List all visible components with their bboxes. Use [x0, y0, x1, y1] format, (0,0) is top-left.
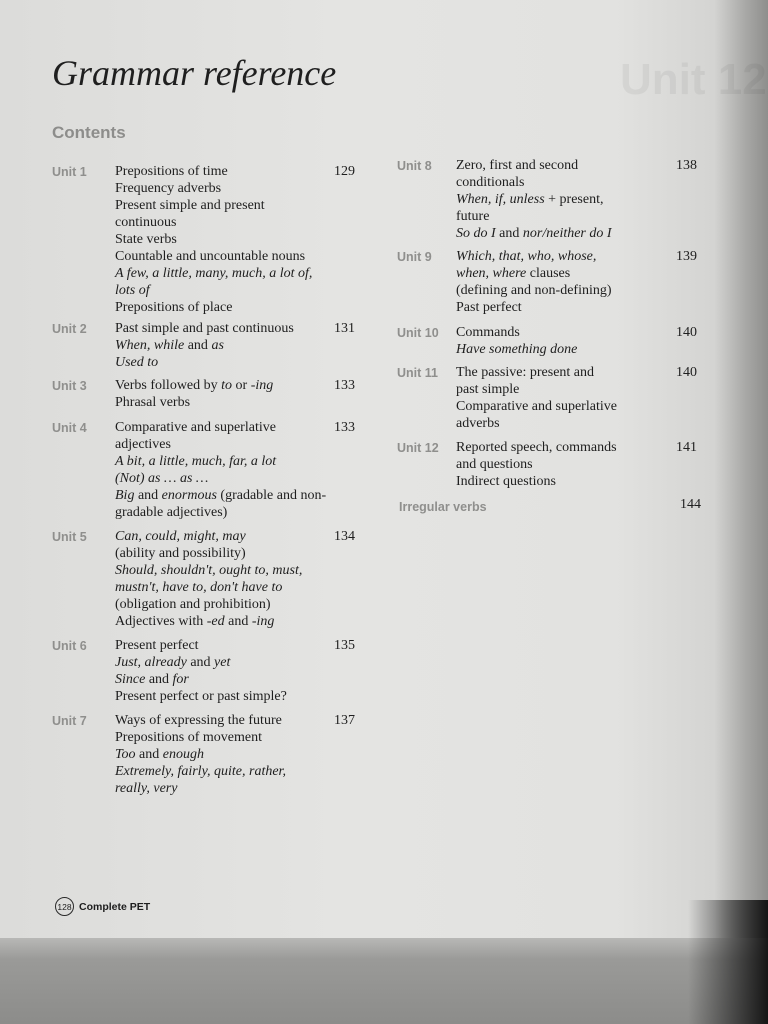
page-number-badge: 128: [55, 897, 74, 916]
topic-line: lots of: [115, 283, 150, 298]
unit-topics: [115, 163, 312, 316]
unit-label: Unit 12: [397, 441, 439, 455]
unit-topics: [456, 324, 577, 358]
topic-line: Comparative and superlative: [115, 420, 276, 435]
unit-label: Unit 3: [52, 379, 87, 393]
unit-topics: [456, 364, 617, 432]
unit-topics: [115, 320, 294, 371]
topic-line: adverbs: [456, 416, 500, 431]
topic-line: Which, that, who, whose,: [456, 249, 597, 264]
topic-line: Past simple and past continuous: [115, 321, 294, 336]
topic-line: (defining and non-defining): [456, 283, 612, 298]
topic-line: Past perfect: [456, 300, 522, 315]
unit-topics: [115, 637, 287, 705]
unit-topics: [115, 419, 326, 521]
topic-line: Verbs followed by to or -ing: [115, 378, 274, 393]
contents-heading: Contents: [52, 123, 126, 142]
topic-line: Extremely, fairly, quite, rather,: [115, 764, 286, 779]
bleed-through-text: Unit 12: [620, 55, 767, 104]
topic-line: Too and enough: [115, 747, 204, 762]
irregular-verbs-label: Irregular verbs: [399, 500, 487, 514]
topic-line: A few, a little, many, much, a lot of,: [115, 266, 313, 281]
topic-line: Present simple and present: [115, 198, 265, 213]
unit-label: Unit 6: [52, 639, 87, 653]
unit-label: Unit 10: [397, 326, 439, 340]
topic-line: A bit, a little, much, far, a lot: [115, 454, 277, 469]
topic-line: When, if, unless + present,: [456, 192, 604, 207]
topic-line: Ways of expressing the future: [115, 713, 282, 728]
topic-line: (obligation and prohibition): [115, 597, 271, 612]
unit-topics: [456, 248, 612, 316]
unit-topics: [456, 439, 617, 490]
page-reference: 129: [334, 164, 355, 179]
unit-label: Unit 1: [52, 165, 87, 179]
topic-line: Used to: [115, 355, 159, 370]
topic-line: past simple: [456, 382, 520, 397]
page-reference: 133: [334, 420, 355, 435]
page-reference: 135: [334, 638, 355, 653]
topic-line: really, very: [115, 781, 178, 796]
unit-label: Unit 9: [397, 250, 432, 264]
topic-line: Present perfect: [115, 638, 199, 653]
unit-topics: [115, 377, 273, 411]
page-reference: 134: [334, 529, 355, 544]
topic-line: adjectives: [115, 437, 171, 452]
topic-line: future: [456, 209, 490, 224]
unit-label: Unit 11: [397, 366, 438, 380]
topic-line: Prepositions of movement: [115, 730, 262, 745]
binding-shadow: [688, 900, 768, 1024]
book-title: Complete PET: [79, 900, 151, 913]
unit-label: Unit 7: [52, 714, 87, 728]
unit-topics: [115, 712, 286, 797]
page-reference: 140: [676, 325, 697, 340]
unit-label: Unit 4: [52, 421, 87, 435]
topic-line: Indirect questions: [456, 474, 556, 489]
topic-line: Frequency adverbs: [115, 181, 222, 196]
topic-line: conditionals: [456, 175, 525, 190]
topic-line: gradable adjectives): [115, 505, 228, 520]
topic-line: continuous: [115, 215, 177, 230]
page-reference: 138: [676, 158, 697, 173]
page-reference: 141: [676, 440, 697, 455]
irregular-verbs-page: 144: [680, 497, 701, 512]
topic-line: Zero, first and second: [456, 158, 579, 173]
topic-line: Can, could, might, may: [115, 529, 246, 544]
topic-line: Reported speech, commands: [456, 440, 617, 455]
topic-line: Since and for: [115, 672, 189, 687]
page-reference: 137: [334, 713, 355, 728]
topic-line: Prepositions of place: [115, 300, 233, 315]
page-edge-shadow: [0, 938, 768, 1024]
topic-line: State verbs: [115, 232, 177, 247]
topic-line: Comparative and superlative: [456, 399, 617, 414]
topic-line: When, while and as: [115, 338, 224, 353]
topic-line: Present perfect or past simple?: [115, 689, 287, 704]
topic-line: The passive: present and: [456, 365, 595, 380]
page-title: Grammar reference: [52, 53, 337, 93]
unit-label: Unit 5: [52, 530, 87, 544]
topic-line: Just, already and yet: [115, 655, 231, 670]
topic-line: Commands: [456, 325, 520, 340]
unit-label: Unit 8: [397, 159, 432, 173]
topic-line: Have something done: [456, 342, 578, 357]
unit-label: Unit 2: [52, 322, 87, 336]
page-reference: 133: [334, 378, 355, 393]
topic-line: (ability and possibility): [115, 546, 246, 561]
topic-line: when, where clauses: [456, 266, 571, 281]
topic-line: Countable and uncountable nouns: [115, 249, 306, 264]
topic-line: Phrasal verbs: [115, 395, 191, 410]
topic-line: Prepositions of time: [115, 164, 228, 179]
topic-line: Adjectives with -ed and -ing: [115, 614, 275, 629]
topic-line: mustn't, have to, don't have to: [115, 580, 283, 595]
page-reference: 131: [334, 321, 355, 336]
topic-line: Big and enormous (gradable and non-: [115, 488, 327, 503]
page-reference: 140: [676, 365, 697, 380]
page-footer: [55, 897, 150, 916]
topic-line: Should, shouldn't, ought to, must,: [115, 563, 303, 578]
unit-topics: [456, 157, 612, 242]
topic-line: (Not) as … as …: [115, 471, 209, 486]
topic-line: So do I and nor/neither do I: [456, 226, 612, 241]
unit-topics: [115, 528, 302, 630]
page-reference: 139: [676, 249, 697, 264]
topic-line: and questions: [456, 457, 533, 472]
